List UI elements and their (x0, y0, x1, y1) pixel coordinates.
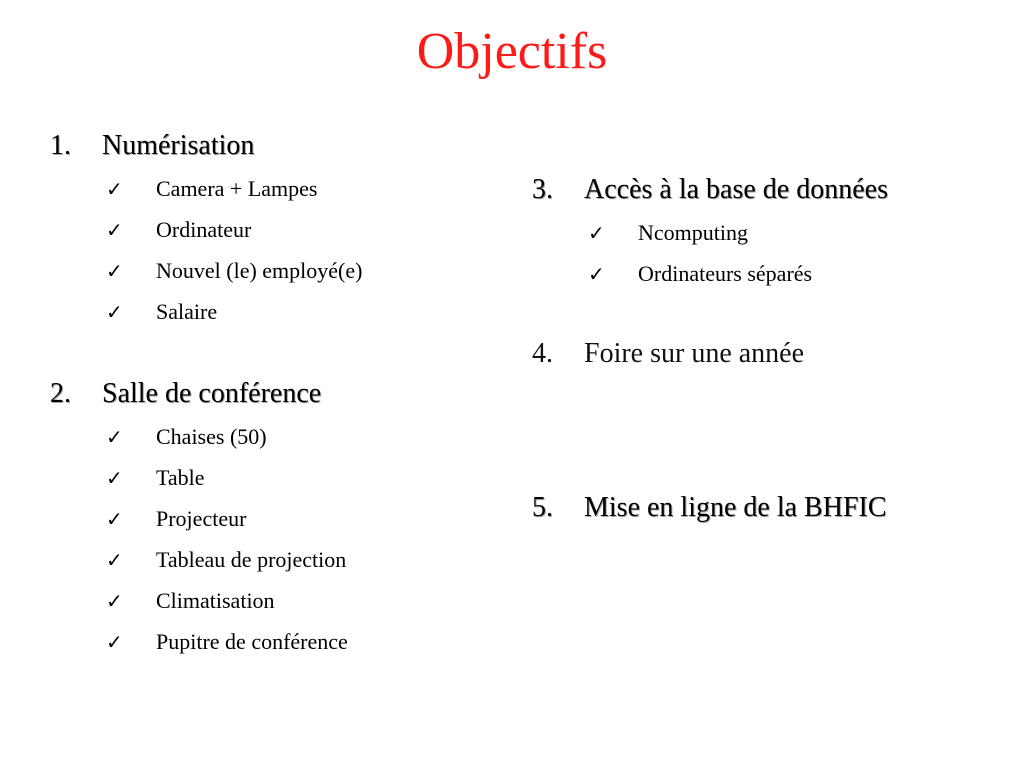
list-item: ✓ Projecteur (50, 498, 490, 539)
checkmark-icon: ✓ (106, 177, 123, 201)
list-item: ✓ Table (50, 457, 490, 498)
checkmark-icon: ✓ (106, 425, 123, 449)
objective-number: 4. (532, 338, 553, 369)
left-column (50, 124, 490, 662)
checkmark-icon: ✓ (106, 589, 123, 613)
objective-heading: Accès à la base de données (584, 174, 888, 205)
checkmark-icon: ✓ (588, 221, 605, 245)
objective-2 (50, 372, 490, 416)
objective-number: 1. (50, 130, 71, 161)
spacer (532, 376, 1002, 486)
objective-heading: Salle de conférence (102, 378, 322, 409)
slide-title: Objectifs (416, 23, 608, 80)
checkmark-icon: ✓ (106, 218, 123, 242)
checkmark-icon: ✓ (106, 630, 123, 654)
list-item: ✓ Ncomputing (532, 212, 1002, 253)
objective-3-list (532, 212, 1002, 294)
objective-4 (532, 332, 1002, 376)
objective-3 (532, 168, 1002, 212)
list-item: ✓ Nouvel (le) employé(e) (50, 250, 490, 291)
objective-heading: Numérisation (102, 130, 255, 161)
checkmark-icon: ✓ (106, 259, 123, 283)
objective-heading: Mise en ligne de la BHFIC (584, 492, 887, 523)
spacer (50, 332, 490, 372)
list-item: ✓ Climatisation (50, 580, 490, 621)
checkmark-icon: ✓ (106, 507, 123, 531)
objective-1 (50, 124, 490, 168)
list-item: ✓ Pupitre de conférence (50, 621, 490, 662)
objective-heading: Foire sur une année (584, 338, 805, 369)
checkmark-icon: ✓ (106, 466, 123, 490)
objective-5 (532, 486, 1002, 530)
spacer (532, 294, 1002, 332)
list-item: ✓ Chaises (50) (50, 416, 490, 457)
objective-2-list (50, 416, 490, 662)
objective-number: 2. (50, 378, 71, 409)
objective-1-list (50, 168, 490, 332)
list-item: ✓ Salaire (50, 291, 490, 332)
objective-number: 5. (532, 492, 553, 523)
list-item: ✓ Tableau de projection (50, 539, 490, 580)
checkmark-icon: ✓ (588, 262, 605, 286)
list-item: ✓ Ordinateur (50, 209, 490, 250)
right-column (532, 168, 1002, 530)
objective-number: 3. (532, 174, 553, 205)
checkmark-icon: ✓ (106, 300, 123, 324)
list-item: ✓ Camera + Lampes (50, 168, 490, 209)
checkmark-icon: ✓ (106, 548, 123, 572)
list-item: ✓ Ordinateurs séparés (532, 253, 1002, 294)
